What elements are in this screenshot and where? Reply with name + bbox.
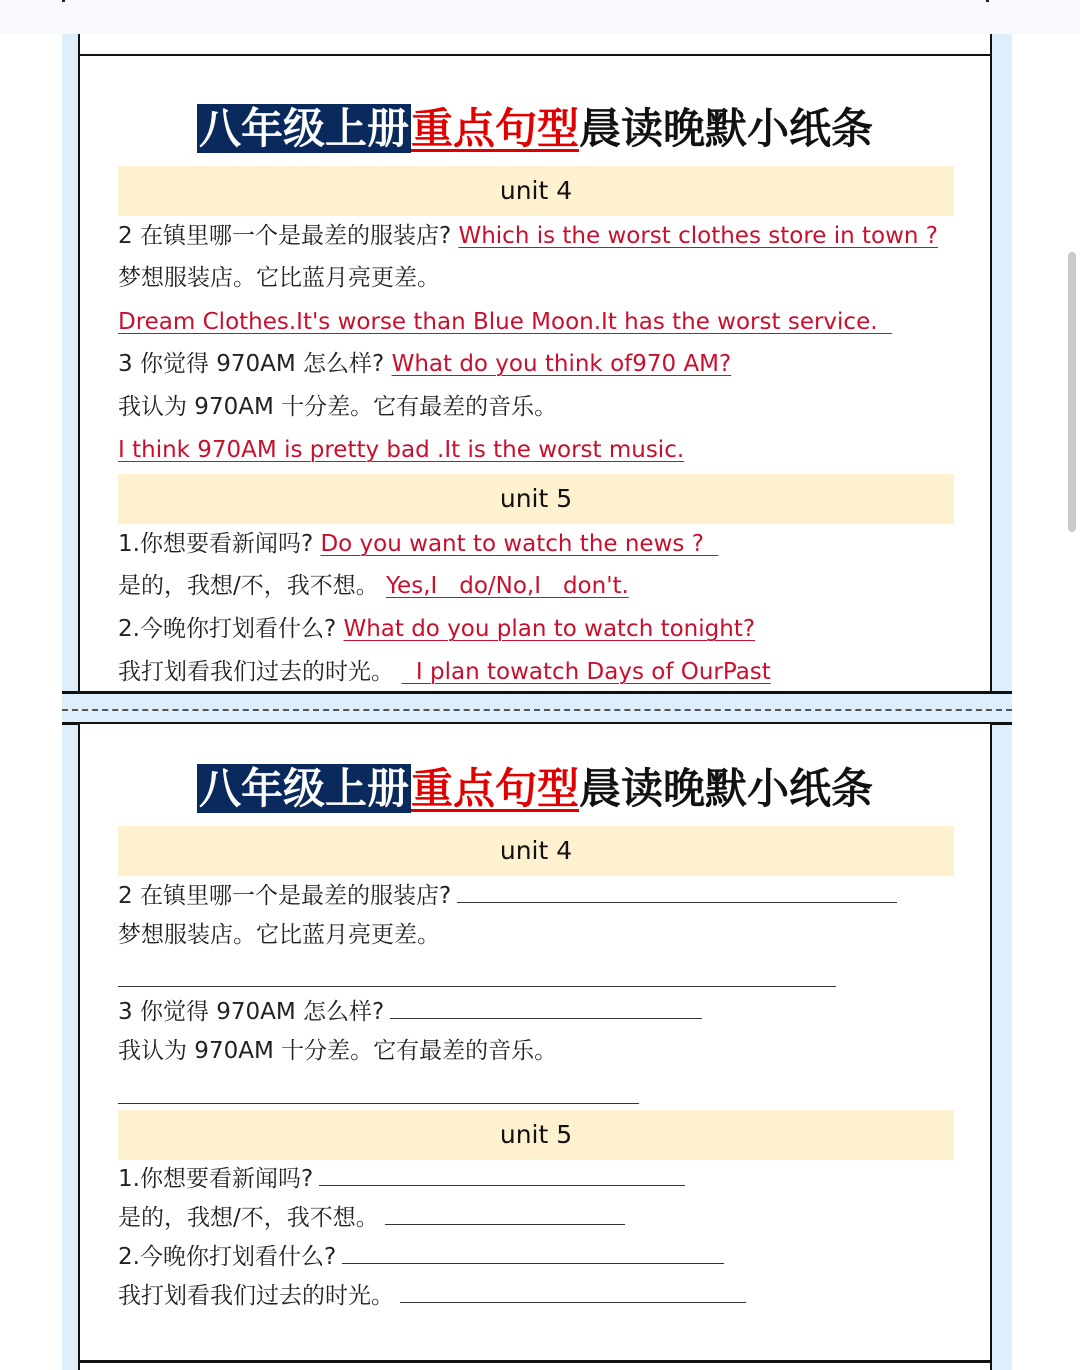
question-text: 梦想服装店。它比蓝月亮更差。	[118, 265, 440, 291]
question-line	[118, 1163, 685, 1195]
answer-text: I think 970AM is pretty bad .It is the worst music.	[118, 437, 685, 463]
answer-line	[118, 306, 892, 338]
title-grade: 八年级上册	[198, 764, 409, 813]
answer-line	[118, 656, 771, 688]
answer-text: Which is the worst clothes store in town ?	[458, 223, 939, 249]
question-text: 我打划看我们过去的时光。	[118, 1283, 394, 1309]
answer-blank	[390, 996, 702, 1019]
card-divider	[62, 691, 1012, 694]
question-text: 3 你觉得 970AM 怎么样?	[118, 999, 385, 1025]
question-text: 是的，我想/不，我不想。	[118, 573, 379, 599]
question-line	[118, 1241, 724, 1273]
answer-blank	[118, 1103, 639, 1104]
unit5-header: unit 5	[118, 1110, 954, 1160]
answer-worksheet-title	[125, 96, 945, 162]
card-border	[78, 1360, 992, 1363]
question-text: 2.今晚你打划看什么?	[118, 616, 337, 642]
answer-line	[118, 434, 684, 466]
card-border	[78, 54, 992, 56]
question-line	[118, 996, 702, 1028]
previous-page-strip	[0, 0, 1080, 34]
answer-blank	[319, 1163, 685, 1186]
answer-text: What do you think of970 AM?	[391, 351, 732, 377]
question-text: 梦想服装店。它比蓝月亮更差。	[118, 922, 440, 948]
answer-text: Yes,I do/No,I don't.	[386, 573, 629, 599]
question-text: 2 在镇里哪一个是最差的服装店?	[118, 223, 452, 249]
cut-line	[62, 709, 1012, 711]
answer-blank	[400, 1280, 746, 1303]
question-line	[118, 1202, 625, 1234]
question-text: 3 你觉得 970AM 怎么样?	[118, 351, 385, 377]
unit5-header: unit 5	[118, 474, 954, 524]
question-text: 2.今晚你打划看什么?	[118, 1244, 337, 1270]
title-notes: 晨读晚默小纸条	[579, 764, 874, 813]
answer-line	[118, 348, 731, 380]
question-line	[118, 1280, 746, 1312]
question-line	[118, 1035, 557, 1067]
unit4-header: unit 4	[118, 166, 954, 216]
unit4-header: unit 4	[118, 826, 954, 876]
title-key-sentences: 重点句型	[410, 104, 579, 153]
question-line	[118, 262, 440, 294]
answer-blank	[385, 1202, 625, 1225]
question-text: 1.你想要看新闻吗?	[118, 531, 314, 557]
question-text: 我认为 970AM 十分差。它有最差的音乐。	[118, 1038, 558, 1064]
answer-text: I plan towatch Days of OurPast	[401, 659, 771, 685]
answer-blank	[457, 880, 897, 903]
page-edge-mark	[62, 0, 65, 2]
answer-line	[118, 613, 755, 645]
title-grade: 八年级上册	[198, 104, 409, 153]
title-notes: 晨读晚默小纸条	[579, 104, 874, 153]
question-text: 是的，我想/不，我不想。	[118, 1205, 379, 1231]
answer-line	[118, 220, 938, 252]
question-text: 我认为 970AM 十分差。它有最差的音乐。	[118, 394, 558, 420]
question-line	[118, 391, 557, 423]
answer-text: What do you plan to watch tonight?	[343, 616, 756, 642]
answer-blank	[118, 986, 836, 987]
blank-worksheet-title	[125, 756, 945, 822]
question-text: 1.你想要看新闻吗?	[118, 1166, 314, 1192]
page-edge-mark	[986, 0, 989, 2]
question-text: 2 在镇里哪一个是最差的服装店?	[118, 883, 452, 909]
answer-line	[118, 528, 719, 560]
answer-line	[118, 570, 629, 602]
answer-text: Dream Clothes.It's worse than Blue Moon.It has the worst service.	[118, 309, 893, 335]
answer-blank	[342, 1241, 724, 1264]
question-text: 我打划看我们过去的时光。	[118, 659, 394, 685]
vertical-scrollbar[interactable]	[1068, 252, 1076, 532]
title-key-sentences: 重点句型	[410, 764, 579, 813]
question-line	[118, 919, 440, 951]
question-line	[118, 880, 897, 912]
answer-text: Do you want to watch the news ?	[320, 531, 719, 557]
